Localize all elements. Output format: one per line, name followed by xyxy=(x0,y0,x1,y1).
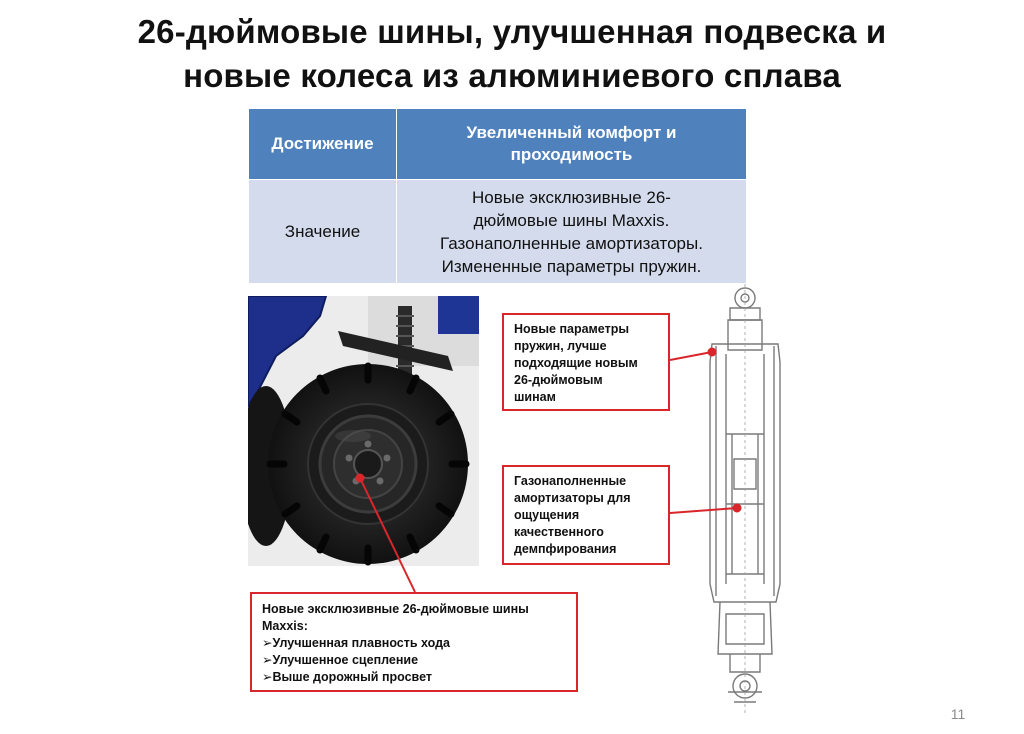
callout-line: шинам xyxy=(514,390,556,404)
row-value-line: дюймовые шины Maxxis. xyxy=(473,210,670,230)
shocks-callout xyxy=(502,465,670,565)
atv-wheel-illustration xyxy=(248,296,479,566)
table-header-row xyxy=(249,109,747,180)
header-value-line-2: проходимость xyxy=(510,145,633,164)
row-label-cell: Значение xyxy=(249,180,397,284)
callout-bullet: ➢Улучшенная плавность хода xyxy=(262,636,451,650)
callout-line: подходящие новым xyxy=(514,356,638,370)
header-value-cell xyxy=(397,109,747,180)
callout-line: качественного xyxy=(514,525,604,539)
callout-line: Новые параметры xyxy=(514,322,630,336)
frame-panel xyxy=(438,296,479,334)
wheel-hub xyxy=(354,450,382,478)
row-value-line: Новые эксклюзивные 26- xyxy=(472,187,671,207)
atv-wheel-photo xyxy=(248,296,479,566)
callout-line: 26-дюймовым xyxy=(514,373,603,387)
callout-line: Газонаполненные xyxy=(514,474,627,488)
page-number: 11 xyxy=(950,706,966,722)
callout-line: демпфирования xyxy=(514,542,617,556)
callout-bullet: ➢Выше дорожный просвет xyxy=(262,670,432,684)
shock-absorber-diagram xyxy=(690,284,800,714)
row-value-line: Измененные параметры пружин. xyxy=(441,256,702,276)
callout-line: Новые эксклюзивные 26-дюймовые шины xyxy=(262,602,529,616)
callout-line: амортизаторы для xyxy=(514,491,631,505)
tires-callout xyxy=(250,592,578,692)
callout-line: Maxxis: xyxy=(262,619,308,633)
row-value-line: Газонаполненные амортизаторы. xyxy=(440,233,703,253)
title-line-1: 26-дюймовые шины, улучшенная подвеска и xyxy=(137,13,887,50)
row-value-cell xyxy=(397,180,747,284)
header-value-line-1: Увеличенный комфорт и xyxy=(466,123,677,142)
callout-bullet: ➢Улучшенное сцепление xyxy=(262,653,419,667)
title-line-2: новые колеса из алюминиевого сплава xyxy=(183,57,841,94)
spec-table xyxy=(248,108,747,284)
callout-line: пружин, лучше xyxy=(514,339,607,353)
header-label-cell: Достижение xyxy=(249,109,397,180)
table-row xyxy=(249,180,747,284)
springs-callout xyxy=(502,313,670,411)
slide-title xyxy=(20,10,1004,98)
callout-line: ощущения xyxy=(514,508,580,522)
